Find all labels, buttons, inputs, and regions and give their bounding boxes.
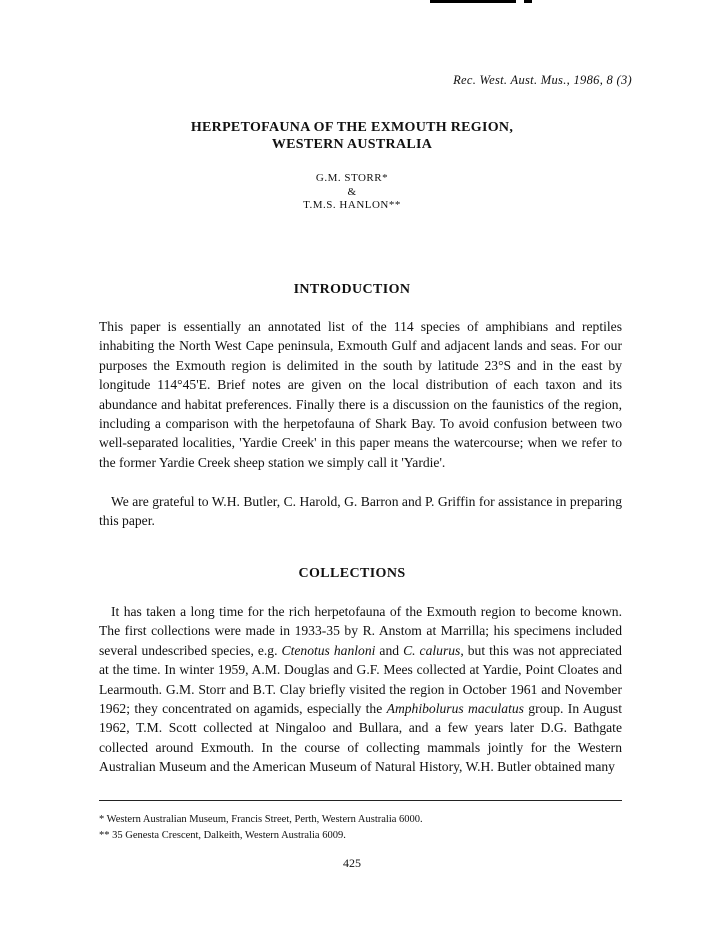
collections-text-d: group. In August 1962, T.M. Scott collected at Ningaloo and Bullara, and a few years later D.G. Bathgate collected around Exmouth. In the course of collecting mammals jointly for the Western Australian Museum and the American Museum of Natural History, W.H. Butler obtained many	[99, 701, 623, 775]
introduction-paragraph-2	[99, 492, 622, 531]
scan-artifact-mark	[524, 0, 532, 3]
title-line-1: HERPETOFAUNA OF THE EXMOUTH REGION,	[190, 120, 514, 135]
acknowledgements-text: We are grateful to W.H. Butler, C. Harold, G. Barron and P. Griffin for assistance in preparing this paper.	[99, 494, 622, 529]
collections-text-b: and	[375, 642, 404, 658]
introduction-paragraph-1: This paper is essentially an annotated list of the 114 species of amphibians and reptiles inhabiting the North West Cape peninsula, Exmouth Gulf and adjacent lands and seas. For our purposes the Exmouth region is delimited in the south by latitude 23°S and in the east by longitude 114°45'E. Brief notes are given on the local distribution of each taxon and its abundance and habitat preferences. Finally there is a discussion on the faunistics of the region, including a comparison with the herpetofauna of Shark Bay. To avoid confusion between two well-separated localities, 'Yardie Creek' in this paper means the watercourse; when we refer to the former Yardie Creek sheep station we simply call it 'Yardie'.	[99, 319, 622, 470]
title-line-2: WESTERN AUSTRALIA	[271, 137, 433, 152]
collections-text-c: , but this was not appreciated at the time. In winter 1959, A.M. Douglas and G.F. Mees collected at Yardie, Point Cloates and Learmouth. G.M. Storr and B.T. Clay briefly visited the region in October 1961 and November 1962; they concentrated on agamids, especially the	[99, 642, 622, 717]
author-1: G.M. STORR*	[315, 172, 389, 184]
collections-heading: COLLECTIONS	[298, 566, 406, 581]
introduction-heading: INTRODUCTION	[293, 282, 411, 297]
scan-artifact-bar	[430, 0, 516, 3]
author-2: T.M.S. HANLON**	[303, 199, 401, 211]
species-name-amphibolurus-maculatus: Amphibolurus maculatus	[386, 701, 524, 717]
footnote-2: ** 35 Genesta Crescent, Dalkeith, Western Australia 6009.	[99, 829, 346, 841]
footnotes	[99, 812, 622, 843]
paper-title	[0, 119, 704, 153]
author-block	[0, 172, 704, 213]
collections-paragraph-1	[99, 602, 622, 777]
author-conjunction: &	[347, 185, 357, 198]
collections-text-a: It has taken a long time for the rich herpetofauna of the Exmouth region to become known. The first collections were made in 1933-35 by R. Anstom at Marrilla; his specimens included several undescribed species, e.g.	[99, 604, 622, 658]
species-name-ctenotus-hanloni: Ctenotus hanloni	[281, 642, 376, 658]
footnote-rule	[99, 800, 622, 801]
species-name-c-calurus: C. calurus	[403, 642, 461, 658]
journal-reference: Rec. West. Aust. Mus., 1986, 8 (3)	[453, 73, 632, 87]
footnote-1: * Western Australian Museum, Francis Street, Perth, Western Australia 6000.	[99, 814, 423, 825]
page-number: 425	[343, 856, 361, 870]
